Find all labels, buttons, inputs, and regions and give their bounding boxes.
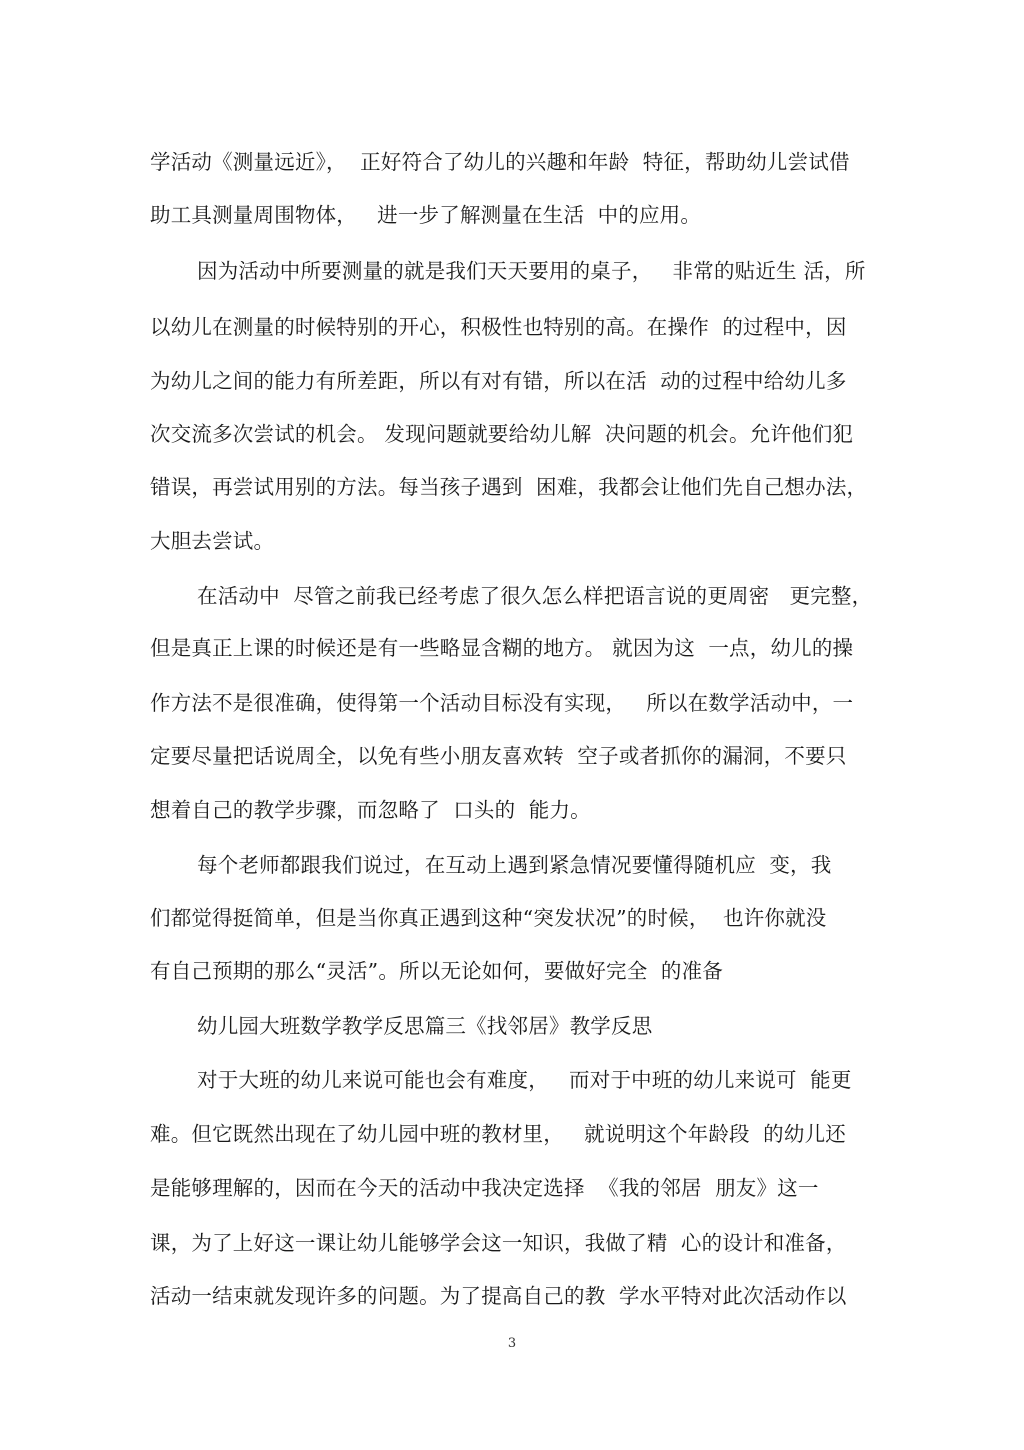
text-line: 定要尽量把话说周全，以免有些小朋友喜欢转 空子或者抓你的漏洞，不要只	[150, 744, 847, 768]
text-line: 难。但它既然出现在了幼儿园中班的教材里， 就说明这个年龄段 的幼儿还	[150, 1122, 846, 1146]
text-line: 课，为了上好这一课让幼儿能够学会这一知识，我做了精 心的设计和准备，	[150, 1231, 847, 1255]
text-line: 错误，再尝试用别的方法。每当孩子遇到 困难，我都会让他们先自己想办法，	[150, 475, 868, 499]
text-line: 学活动《测量远近》， 正好符合了幼儿的兴趣和年龄 特征，帮助幼儿尝试借	[150, 150, 850, 174]
text-line: 以幼儿在测量的时候特别的开心，积极性也特别的高。在操作 的过程中，因	[150, 315, 847, 339]
text-line: 对于大班的幼儿来说可能也会有难度， 而对于中班的幼儿来说可 能更	[197, 1068, 852, 1092]
section-heading: 幼儿园大班数学教学反思篇三《找邻居》教学反思	[197, 1014, 653, 1038]
text-line: 次交流多次尝试的机会。 发现问题就要给幼儿解 决问题的机会。允许他们犯	[150, 422, 854, 446]
text-line: 有自己预期的那么“灵活”。所以无论如何，要做好完全 的准备	[150, 959, 723, 983]
text-line: 为幼儿之间的能力有所差距，所以有对有错，所以在活 动的过程中给幼儿多	[150, 369, 847, 393]
text-line: 作方法不是很准确，使得第一个活动目标没有实现， 所以在数学活动中，一	[150, 691, 854, 715]
text-line: 每个老师都跟我们说过，在互动上遇到紧急情况要懂得随机应 变，我	[197, 853, 832, 877]
text-line: 活动一结束就发现许多的问题。为了提高自己的教 学水平特对此次活动作以	[150, 1284, 847, 1308]
text-line: 想着自己的教学步骤，而忽略了 口头的 能力。	[150, 798, 591, 822]
page-number: 3	[507, 1336, 517, 1351]
text-line: 们都觉得挺简单，但是当你真正遇到这种“突发状况”的时候， 也许你就没	[150, 906, 827, 930]
text-line: 大胆去尝试。	[150, 529, 275, 553]
text-line: 但是真正上课的时候还是有一些略显含糊的地方。 就因为这 一点，幼儿的操	[150, 636, 854, 660]
text-line: 是能够理解的，因而在今天的活动中我决定选择 《我的邻居 朋友》这一	[150, 1176, 819, 1200]
text-line: 因为活动中所要测量的就是我们天天要用的桌子， 非常的贴近生 活，所	[197, 259, 866, 283]
text-line: 在活动中 尽管之前我已经考虑了很久怎么样把语言说的更周密 更完整，	[197, 584, 873, 608]
text-line: 助工具测量周围物体， 进一步了解测量在生活 中的应用。	[150, 203, 702, 227]
